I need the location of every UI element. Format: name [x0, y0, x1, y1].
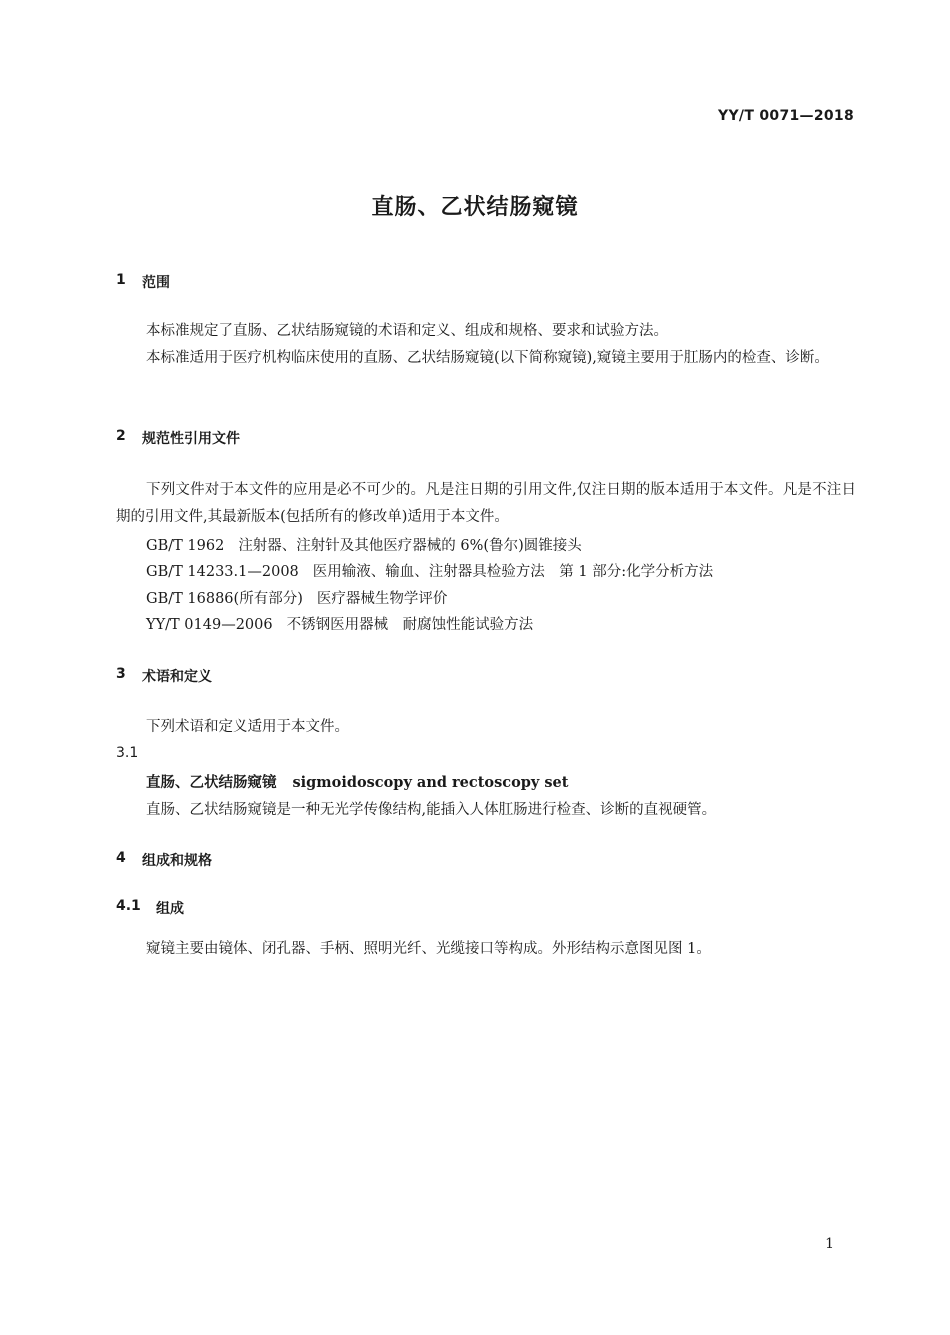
section-3-heading — [116, 666, 212, 686]
section-2-intro: 下列文件对于本文件的应用是必不可少的。凡是注日期的引用文件,仅注日期的版本适用于本文件。凡是不注日期的引用文件,其最新版本(包括所有的修改单)适用于本文件。 — [116, 482, 856, 525]
section-3-intro: 下列术语和定义适用于本文件。 — [146, 719, 349, 735]
term-number: 3.1 — [116, 745, 139, 761]
subsection-4-1-heading — [116, 898, 184, 918]
subsection-number: 4.1 — [116, 898, 141, 914]
section-1-heading — [116, 272, 170, 292]
standard-code: YY/T 0071—2018 — [718, 108, 854, 124]
section-title: 范围 — [142, 275, 170, 291]
section-number: 2 — [116, 428, 126, 444]
section-number: 3 — [116, 666, 126, 682]
reference-item — [146, 534, 582, 555]
section-title: 规范性引用文件 — [142, 431, 240, 447]
reference-title: 医疗器械生物学评价 — [316, 591, 448, 607]
reference-item — [146, 560, 713, 581]
reference-title: 注射器、注射针及其他医疗器械的 6%(鲁尔)圆锥接头 — [238, 538, 582, 554]
term-english: sigmoidoscopy and rectoscopy set — [292, 774, 569, 791]
term-entry — [146, 771, 568, 792]
term-chinese: 直肠、乙状结肠窥镜 — [146, 775, 277, 791]
document-title: 直肠、乙状结肠窥镜 — [371, 195, 579, 220]
page-number: 1 — [825, 1236, 834, 1252]
section-1-paragraph-1: 本标准规定了直肠、乙状结肠窥镜的术语和定义、组成和规格、要求和试验方法。 — [146, 323, 668, 339]
section-2-heading — [116, 428, 240, 448]
reference-code: GB/T 1962 — [146, 538, 225, 554]
reference-code: YY/T 0149—2006 — [146, 617, 273, 633]
reference-item — [146, 613, 533, 634]
reference-title: 不锈钢医用器械 耐腐蚀性能试验方法 — [286, 617, 534, 633]
reference-title: 医用输液、输血、注射器具检验方法 第 1 部分:化学分析方法 — [312, 564, 714, 580]
reference-item — [146, 587, 447, 608]
section-title: 术语和定义 — [142, 669, 212, 685]
term-definition: 直肠、乙状结肠窥镜是一种无光学传像结构,能插入人体肛肠进行检查、诊断的直视硬管。 — [146, 802, 717, 818]
reference-code: GB/T 14233.1—2008 — [146, 564, 299, 580]
section-number: 4 — [116, 850, 126, 866]
section-number: 1 — [116, 272, 126, 288]
reference-code: GB/T 16886(所有部分) — [146, 591, 303, 607]
section-4-heading — [116, 850, 212, 870]
subsection-4-1-text: 窥镜主要由镜体、闭孔器、手柄、照明光纤、光缆接口等构成。外形结构示意图见图 1。 — [146, 941, 711, 957]
section-title: 组成和规格 — [142, 853, 212, 869]
subsection-title: 组成 — [156, 901, 184, 917]
section-1-paragraph-2: 本标准适用于医疗机构临床使用的直肠、乙状结肠窥镜(以下简称窥镜),窥镜主要用于肛肠内的检查、诊断。 — [146, 350, 829, 366]
